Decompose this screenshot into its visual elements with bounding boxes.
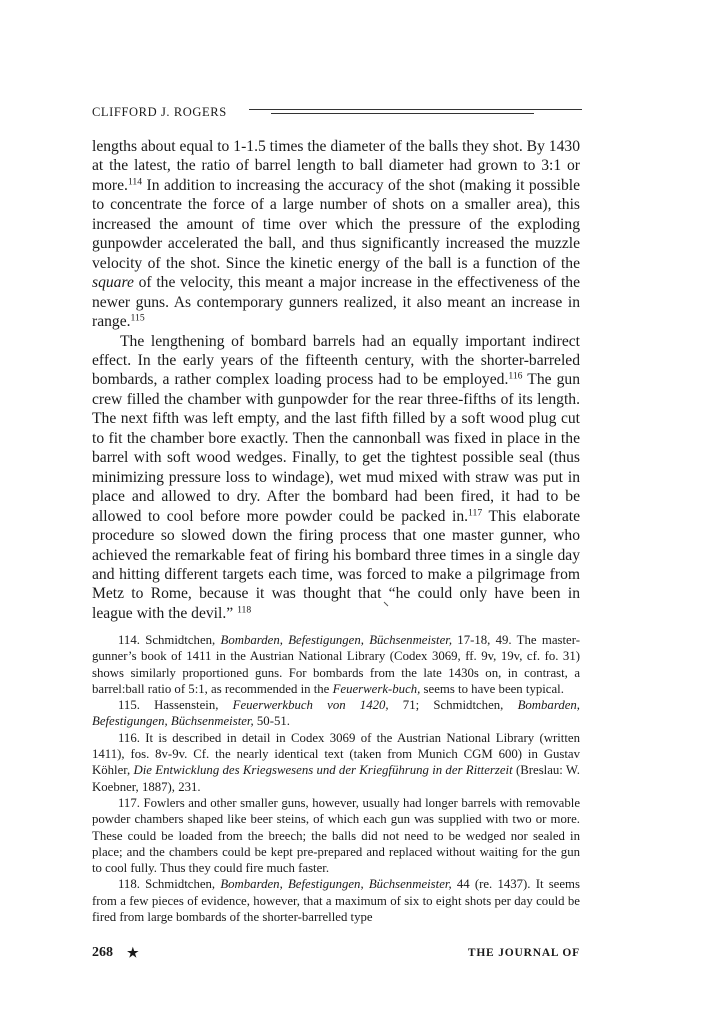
italic-title: Feuerwerkbuch von 1420, bbox=[232, 698, 389, 713]
paragraph-1: lengths about equal to 1-1.5 times the diameter of the balls they shot. By 1430 at the latest, the ratio of barrel length to ball diameter had grown to 3:1 or more.$^{114}$ In addition to increasing the accuracy of the shot (making it possible to concentrate the force of a large number of shots on a smaller area), this increased the amount of time over which the pressure of the exploding gunpowder accelerated the ball, and thus significantly increased the muzzle velocity of the shot. Since the kinetic energy of the ball is a function of the square of the velocity, this meant a major increase in the effectiveness of the newer guns. As contemporary gunners realized, it also meant an increase in range.$^{115}$ bbox=[92, 138, 580, 331]
italic-title: Die Entwicklung des Kriegswesens und der Kriegführung in der Ritterzeit bbox=[133, 763, 513, 778]
journal-running-foot: THE JOURNAL OF bbox=[467, 947, 580, 959]
stray-mark bbox=[383, 601, 389, 607]
italic-title: Bombarden, Befestigungen, Büchsenmeister, bbox=[220, 633, 453, 647]
italic-title: Bombarden, Befestigungen, Büchsenmeister, bbox=[92, 698, 580, 729]
footnote-ref-118[interactable]: 118 bbox=[237, 604, 252, 616]
header-rule-line-top bbox=[249, 109, 582, 110]
footnote-ref-115[interactable]: 115 bbox=[130, 312, 145, 324]
footnote-115: 115. Hassenstein, Feuerwerkbuch von 1420, 71; Schmidtchen, Bombarden, Befestigungen, Büchsenmeister, 50-51. bbox=[92, 698, 580, 729]
running-head bbox=[92, 102, 582, 122]
footnote-ref-116[interactable]: 116 bbox=[508, 371, 523, 383]
footnote-ref-117[interactable]: 117 bbox=[468, 507, 483, 519]
page-footer bbox=[92, 942, 580, 964]
running-head-author: CLIFFORD J. ROGERS bbox=[92, 104, 227, 119]
footnotes bbox=[92, 632, 580, 925]
footnote-ref-114[interactable]: 114 bbox=[127, 176, 143, 188]
footnote-117: 117. Fowlers and other smaller guns, however, usually had longer barrels with removable powder chambers shaped like beer steins, of which each gun was supplied with two or more. These could be loaded from the breech; the balls did not need to be wedged nor sealed in place; and the chambers could be kept pre-prepared and replaced without waiting for the gun to cool fully. Thus they could fire much faster. bbox=[92, 795, 580, 876]
star-icon: ★ bbox=[127, 945, 139, 960]
header-rule-line-bottom bbox=[271, 113, 534, 114]
footnote-116: 116. It is described in detail in Codex 3069 of the Austrian National Library (written 1411), fos. 8v-9v. Cf. the nearly identical text (taken from Munich CGM 600) in Gustav Köhler, Die Entwicklung des Kriegswesens und der Kriegführung in der Ritterzeit (Breslau: W. Koebner, 1887), 231. bbox=[92, 730, 581, 794]
footnote-118: 118. Schmidtchen, Bombarden, Befestigungen, Büchsenmeister, 44 (re. 1437). It seems from a few pieces of evidence, however, that a maximum of six to eight shots per day could be fired from large bombards of the shorter-barrelled type bbox=[92, 877, 580, 925]
folio bbox=[92, 945, 139, 961]
paragraph-2: The lengthening of bombard barrels had an equally important indirect effect. In the early years of the fifteenth century, with the shorter-barreled bombards, a rather complex loading process had to be employed.$^{116}$ The gun crew filled the chamber with gunpowder for the rear three-fifths of its length. The next fifth was left empty, and the last fifth filled by a soft wood plug cut to fit the chamber bore exactly. Then the cannonball was fixed in place in the barrel with soft wood wedges. Finally, to get the tightest possible seal (thus minimizing pressure loss to windage), wet mud mixed with straw was put in place and allowed to dry. After the bombard had been fired, it had to be allowed to cool before more powder could be packed in.$^{117}$ This elaborate procedure so slowed down the firing process that one master gunner, who achieved the remarkable feat of firing his bombard three times in a single day and hitting different targets each time, was forced to make a pilgrimage from Metz to Rome, because it was thought that “he could only have been in league with the devil.” $^{118}$ bbox=[92, 332, 581, 622]
header-rule bbox=[249, 108, 582, 116]
page-number: 268 bbox=[92, 945, 113, 960]
italic-title: Bombarden, Befestigungen, Büchsenmeister, bbox=[220, 877, 452, 892]
main-text bbox=[92, 137, 580, 623]
italic-title: Feuerwerk-buch, bbox=[332, 681, 421, 696]
footnote-114: 114. Schmidtchen, Bombarden, Befestigungen, Büchsenmeister, 17-18, 49. The master-gunner’s book of 1411 in the Austrian National Library (Codex 3069, ff. 9v, 19v, cf. fo. 31) shows similarly proportioned guns. For bombards from the late 1430s on, in contrast, a barrel:ball ratio of 5:1, as recommended in the Feuerwerk-buch, seems to have been typical. bbox=[92, 633, 580, 696]
italic-title: square bbox=[92, 274, 134, 292]
